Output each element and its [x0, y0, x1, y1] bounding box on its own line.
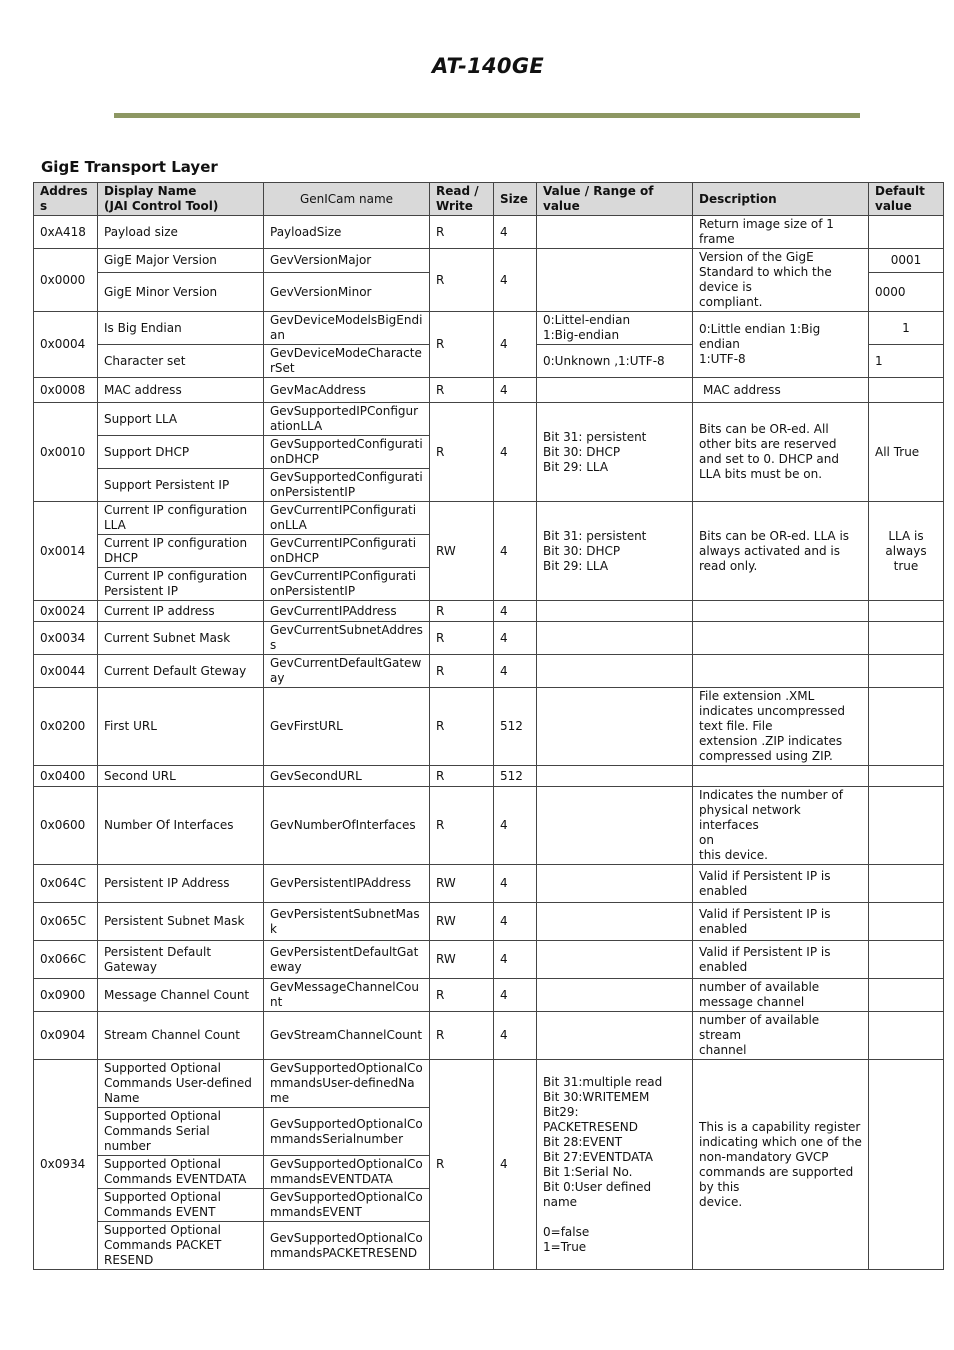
table-row — [34, 502, 944, 535]
table-row — [34, 865, 944, 903]
display-name-cell: Current IP configuration LLA — [98, 502, 264, 535]
value-range-cell — [537, 655, 693, 688]
description-cell: Valid if Persistent IP is enabled — [693, 903, 869, 941]
header-description: Description — [693, 183, 869, 216]
title-divider — [114, 113, 860, 118]
header-default-value: Default value — [869, 183, 944, 216]
address-cell: 0x0014 — [34, 502, 98, 601]
genicam-name-cell: GevCurrentIPConfigurationPersistentIP — [264, 568, 430, 601]
display-name-cell: Persistent Default Gateway — [98, 941, 264, 979]
section-title: GigE Transport Layer — [41, 158, 218, 176]
table-header-row — [34, 183, 944, 216]
description-cell: MAC address — [693, 378, 869, 403]
value-range-cell — [537, 903, 693, 941]
genicam-name-cell: GevCurrentIPAddress — [264, 601, 430, 622]
genicam-name-cell: GevPersistentIPAddress — [264, 865, 430, 903]
display-name-cell: Current Default Gteway — [98, 655, 264, 688]
value-range-cell — [537, 979, 693, 1012]
genicam-name-cell: GevDeviceModelsBigEndian — [264, 312, 430, 345]
display-name-cell: Support DHCP — [98, 436, 264, 469]
read-write-cell: R — [430, 787, 494, 865]
display-name-cell: Supported Optional Commands EVENT — [98, 1189, 264, 1222]
default-value-cell: 0001 — [869, 249, 944, 273]
display-name-cell: Payload size — [98, 216, 264, 249]
header-read-write: Read / Write — [430, 183, 494, 216]
genicam-name-cell: GevVersionMinor — [264, 273, 430, 312]
default-value-cell: 1 — [869, 345, 944, 378]
header-value-range: Value / Range of value — [537, 183, 693, 216]
default-value-cell — [869, 979, 944, 1012]
display-name-cell: Message Channel Count — [98, 979, 264, 1012]
genicam-name-cell: GevCurrentIPConfigurationDHCP — [264, 535, 430, 568]
size-cell: 4 — [494, 403, 537, 502]
display-name-cell: First URL — [98, 688, 264, 766]
size-cell: 4 — [494, 1060, 537, 1270]
table-row — [34, 688, 944, 766]
read-write-cell: R — [430, 622, 494, 655]
genicam-name-cell: GevDeviceModeCharacterSet — [264, 345, 430, 378]
read-write-cell: R — [430, 1060, 494, 1270]
address-cell: 0x0934 — [34, 1060, 98, 1270]
table-row — [34, 979, 944, 1012]
genicam-name-cell: GevPersistentDefaultGateway — [264, 941, 430, 979]
table-row — [34, 216, 944, 249]
read-write-cell: RW — [430, 903, 494, 941]
default-value-cell — [869, 766, 944, 787]
size-cell: 4 — [494, 655, 537, 688]
address-cell: 0x0024 — [34, 601, 98, 622]
value-range-cell — [537, 766, 693, 787]
genicam-name-cell: GevCurrentIPConfigurationLLA — [264, 502, 430, 535]
default-value-cell: 0000 — [869, 273, 944, 312]
table-row — [34, 766, 944, 787]
size-cell: 4 — [494, 622, 537, 655]
description-cell: 0:Little endian 1:Big endian 1:UTF-8 — [693, 312, 869, 378]
description-cell: Valid if Persistent IP is enabled — [693, 941, 869, 979]
value-range-cell: 0:Littel-endian 1:Big-endian — [537, 312, 693, 345]
default-value-cell — [869, 216, 944, 249]
address-cell: 0x0600 — [34, 787, 98, 865]
default-value-cell — [869, 655, 944, 688]
description-cell — [693, 766, 869, 787]
table-row — [34, 903, 944, 941]
value-range-cell — [537, 1012, 693, 1060]
display-name-cell: GigE Minor Version — [98, 273, 264, 312]
address-cell: 0x0010 — [34, 403, 98, 502]
display-name-cell: Current IP configuration Persistent IP — [98, 568, 264, 601]
read-write-cell: R — [430, 378, 494, 403]
size-cell: 4 — [494, 865, 537, 903]
table-row — [34, 622, 944, 655]
genicam-name-cell: GevSupportedOptionalCommandsEVENTDATA — [264, 1156, 430, 1189]
address-cell: 0x0900 — [34, 979, 98, 1012]
genicam-name-cell: GevPersistentSubnetMask — [264, 903, 430, 941]
display-name-cell: GigE Major Version — [98, 249, 264, 273]
display-name-cell: Character set — [98, 345, 264, 378]
default-value-cell: LLA is always true — [869, 502, 944, 601]
description-cell — [693, 601, 869, 622]
table-row — [34, 601, 944, 622]
description-cell: Return image size of 1 frame — [693, 216, 869, 249]
read-write-cell: R — [430, 655, 494, 688]
address-cell: 0xA418 — [34, 216, 98, 249]
address-cell: 0x0044 — [34, 655, 98, 688]
description-cell: Bits can be OR-ed. All other bits are reserved and set to 0. DHCP and LLA bits must be on. — [693, 403, 869, 502]
size-cell: 4 — [494, 312, 537, 378]
default-value-cell — [869, 622, 944, 655]
display-name-cell: MAC address — [98, 378, 264, 403]
value-range-cell: Bit 31: persistent Bit 30: DHCP Bit 29: LLA — [537, 403, 693, 502]
table-row — [34, 787, 944, 865]
value-range-cell: Bit 31: persistent Bit 30: DHCP Bit 29: LLA — [537, 502, 693, 601]
genicam-name-cell: GevMessageChannelCount — [264, 979, 430, 1012]
table-row — [34, 655, 944, 688]
size-cell: 4 — [494, 903, 537, 941]
read-write-cell: R — [430, 601, 494, 622]
description-cell — [693, 655, 869, 688]
size-cell: 4 — [494, 787, 537, 865]
value-range-cell: Bit 31:multiple read Bit 30:WRITEMEM Bit29: PACKETRESEND Bit 28:EVENT Bit 27:EVENTDATA Bit 1:Serial No. Bit 0:User defined name 0=false 1=True — [537, 1060, 693, 1270]
genicam-name-cell: GevNumberOfInterfaces — [264, 787, 430, 865]
value-range-cell — [537, 601, 693, 622]
display-name-cell: Stream Channel Count — [98, 1012, 264, 1060]
document-title: AT-140GE — [431, 54, 544, 78]
address-cell: 0x0400 — [34, 766, 98, 787]
value-range-cell — [537, 865, 693, 903]
genicam-name-cell: GevStreamChannelCount — [264, 1012, 430, 1060]
description-cell: Valid if Persistent IP is enabled — [693, 865, 869, 903]
default-value-cell — [869, 865, 944, 903]
table-row — [34, 1012, 944, 1060]
address-cell: 0x0000 — [34, 249, 98, 312]
description-cell: File extension .XML indicates uncompressed text file. File extension .ZIP indicates compressed using ZIP. — [693, 688, 869, 766]
read-write-cell: RW — [430, 941, 494, 979]
size-cell: 4 — [494, 601, 537, 622]
table-row — [34, 941, 944, 979]
display-name-cell: Supported Optional Commands Serial number — [98, 1108, 264, 1156]
description-cell: number of available message channel — [693, 979, 869, 1012]
display-name-cell: Persistent IP Address — [98, 865, 264, 903]
default-value-cell — [869, 1012, 944, 1060]
size-cell: 4 — [494, 216, 537, 249]
read-write-cell: R — [430, 312, 494, 378]
header-genicam-name: GenICam name — [264, 183, 430, 216]
size-cell: 4 — [494, 502, 537, 601]
genicam-name-cell: GevFirstURL — [264, 688, 430, 766]
size-cell: 4 — [494, 941, 537, 979]
genicam-name-cell: GevSupportedOptionalCommandsSerialnumber — [264, 1108, 430, 1156]
default-value-cell — [869, 688, 944, 766]
read-write-cell: RW — [430, 502, 494, 601]
genicam-name-cell: GevSupportedOptionalCommandsPACKETRESEND — [264, 1222, 430, 1270]
default-value-cell — [869, 941, 944, 979]
size-cell: 512 — [494, 766, 537, 787]
default-value-cell: 1 — [869, 312, 944, 345]
default-value-cell — [869, 1060, 944, 1270]
address-cell: 0x065C — [34, 903, 98, 941]
display-name-cell: Is Big Endian — [98, 312, 264, 345]
table-row — [34, 1060, 944, 1108]
address-cell: 0x0904 — [34, 1012, 98, 1060]
description-cell: Indicates the number of physical network interfaces on this device. — [693, 787, 869, 865]
size-cell: 4 — [494, 378, 537, 403]
address-cell: 0x064C — [34, 865, 98, 903]
description-cell: number of available stream channel — [693, 1012, 869, 1060]
value-range-cell — [537, 378, 693, 403]
table-row — [34, 312, 944, 345]
value-range-cell — [537, 688, 693, 766]
value-range-cell — [537, 941, 693, 979]
description-cell — [693, 622, 869, 655]
value-range-cell — [537, 622, 693, 655]
display-name-cell: Supported Optional Commands PACKET RESEND — [98, 1222, 264, 1270]
address-cell: 0x0034 — [34, 622, 98, 655]
read-write-cell: R — [430, 766, 494, 787]
genicam-name-cell: GevSupportedOptionalCommandsEVENT — [264, 1189, 430, 1222]
display-name-cell: Current Subnet Mask — [98, 622, 264, 655]
table-row — [34, 378, 944, 403]
size-cell: 4 — [494, 249, 537, 312]
header-address: Address — [34, 183, 98, 216]
genicam-name-cell: GevSupportedOptionalCommandsUser-definedName — [264, 1060, 430, 1108]
header-display-name: Display Name (JAI Control Tool) — [98, 183, 264, 216]
description-cell: Version of the GigE Standard to which the device is compliant. — [693, 249, 869, 312]
value-range-cell: 0:Unknown ,1:UTF-8 — [537, 345, 693, 378]
read-write-cell: R — [430, 979, 494, 1012]
default-value-cell — [869, 601, 944, 622]
read-write-cell: R — [430, 403, 494, 502]
size-cell: 512 — [494, 688, 537, 766]
header-size: Size — [494, 183, 537, 216]
display-name-cell: Support Persistent IP — [98, 469, 264, 502]
address-cell: 0x0008 — [34, 378, 98, 403]
genicam-name-cell: GevSecondURL — [264, 766, 430, 787]
display-name-cell: Persistent Subnet Mask — [98, 903, 264, 941]
size-cell: 4 — [494, 979, 537, 1012]
display-name-cell: Supported Optional Commands User-defined Name — [98, 1060, 264, 1108]
value-range-cell — [537, 249, 693, 312]
genicam-name-cell: PayloadSize — [264, 216, 430, 249]
value-range-cell — [537, 787, 693, 865]
display-name-cell: Support LLA — [98, 403, 264, 436]
genicam-name-cell: GevCurrentSubnetAddress — [264, 622, 430, 655]
register-table — [33, 182, 944, 1270]
address-cell: 0x066C — [34, 941, 98, 979]
genicam-name-cell: GevVersionMajor — [264, 249, 430, 273]
genicam-name-cell: GevMacAddress — [264, 378, 430, 403]
display-name-cell: Current IP address — [98, 601, 264, 622]
genicam-name-cell: GevSupportedConfigurationDHCP — [264, 436, 430, 469]
genicam-name-cell: GevSupportedIPConfigurationLLA — [264, 403, 430, 436]
default-value-cell: All True — [869, 403, 944, 502]
address-cell: 0x0200 — [34, 688, 98, 766]
size-cell: 4 — [494, 1012, 537, 1060]
address-cell: 0x0004 — [34, 312, 98, 378]
description-cell: This is a capability register indicating which one of the non-mandatory GVCP commands are supported by this device. — [693, 1060, 869, 1270]
default-value-cell — [869, 378, 944, 403]
read-write-cell: R — [430, 1012, 494, 1060]
read-write-cell: RW — [430, 865, 494, 903]
default-value-cell — [869, 787, 944, 865]
genicam-name-cell: GevCurrentDefaultGateway — [264, 655, 430, 688]
read-write-cell: R — [430, 216, 494, 249]
read-write-cell: R — [430, 249, 494, 312]
display-name-cell: Supported Optional Commands EVENTDATA — [98, 1156, 264, 1189]
read-write-cell: R — [430, 688, 494, 766]
genicam-name-cell: GevSupportedConfigurationPersistentIP — [264, 469, 430, 502]
display-name-cell: Current IP configuration DHCP — [98, 535, 264, 568]
table-row — [34, 403, 944, 436]
value-range-cell — [537, 216, 693, 249]
default-value-cell — [869, 903, 944, 941]
display-name-cell: Second URL — [98, 766, 264, 787]
display-name-cell: Number Of Interfaces — [98, 787, 264, 865]
table-row — [34, 249, 944, 273]
description-cell: Bits can be OR-ed. LLA is always activated and is read only. — [693, 502, 869, 601]
